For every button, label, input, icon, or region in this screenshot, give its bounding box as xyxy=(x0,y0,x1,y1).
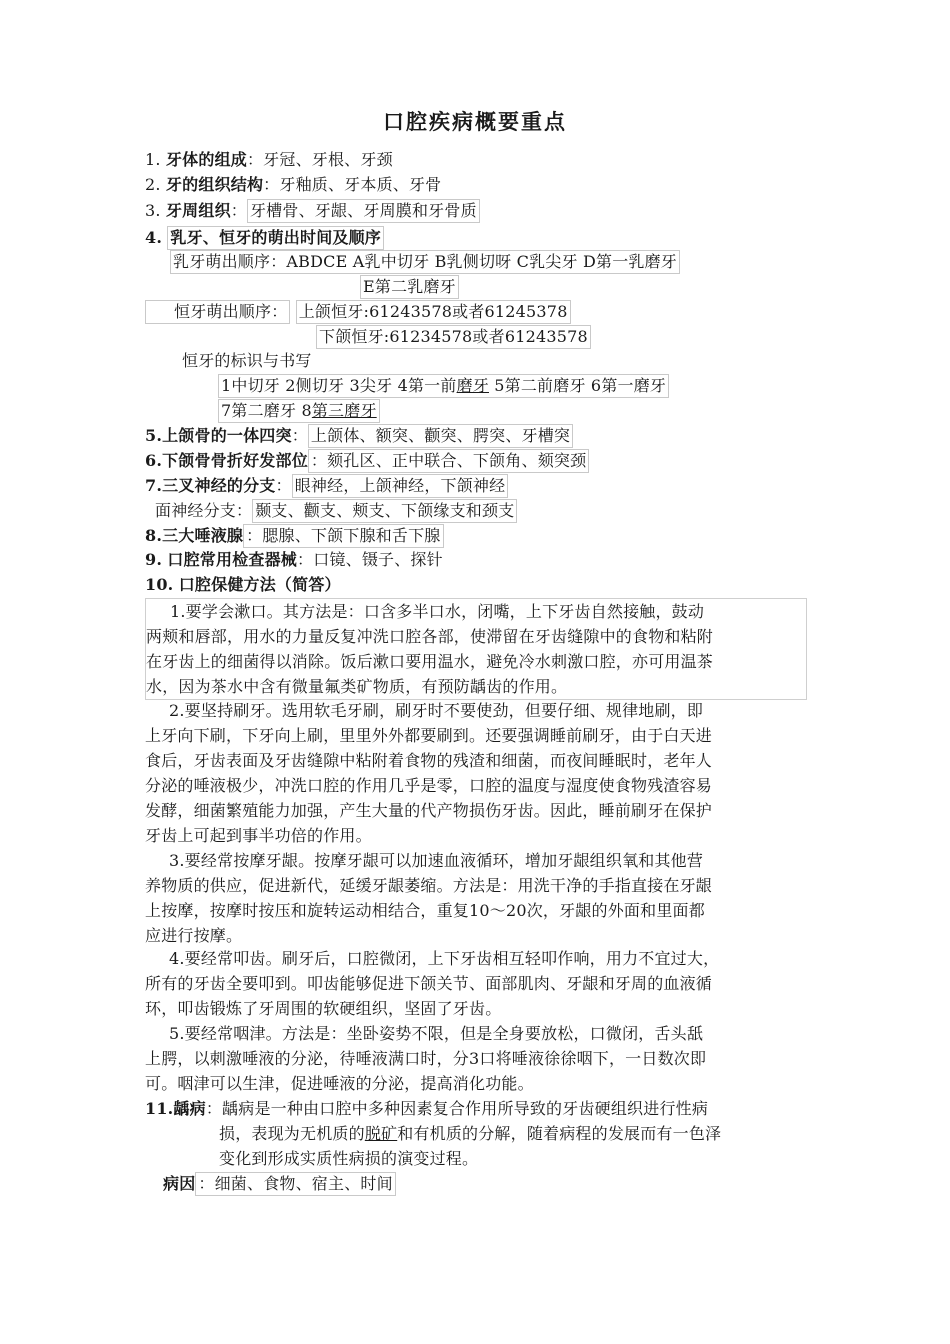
item-boxed-text: 牙槽骨、牙龈、牙周膜和牙骨质 xyxy=(247,199,480,223)
item-text: ：口镜、镊子、探针 xyxy=(297,550,443,569)
primary-eruption-line-1 xyxy=(170,250,680,273)
item-heading: 牙的组织结构 xyxy=(165,175,264,194)
paragraph-line: 发酵，细菌繁殖能力加强，产生大量的代产物损伤牙齿。因此，睡前刷牙在保护 xyxy=(145,801,713,820)
permanent-eruption-label: 恒牙萌出顺序： xyxy=(145,300,290,324)
permanent-notation-label: 恒牙的标识与书写 xyxy=(182,351,312,370)
item-3 xyxy=(145,199,480,222)
oral-care-paragraph-1 xyxy=(145,598,807,700)
item-text: ：腮腺、下颌下腺和舌下腺 xyxy=(243,524,443,548)
paragraph-line: 牙齿上可起到事半功倍的作用。 xyxy=(145,826,372,845)
primary-eruption-line-2 xyxy=(360,275,459,298)
facial-nerve-branches xyxy=(145,499,517,522)
permanent-eruption-upper-text: 上颌恒牙:61243578或者61245378 xyxy=(296,300,571,324)
item-heading: 7.三叉神经的分支 xyxy=(145,476,276,495)
causes-text: ：细菌、食物、宿主、时间 xyxy=(195,1172,395,1196)
page-title: 口腔疾病概要重点 xyxy=(383,109,567,134)
item-number: 4. xyxy=(145,228,163,247)
paragraph-line: 3.要经常按摩牙龈。按摩牙龈可以加速血液循环，增加牙龈组织氧和其他营 xyxy=(169,851,704,870)
item-heading: 6.下颌骨骨折好发部位 xyxy=(145,451,308,470)
item-text: ：牙釉质、牙本质、牙骨 xyxy=(263,175,442,194)
paragraph-line: 食后，牙齿表面及牙齿缝隙中粘附着食物的残渣和细菌，而夜间睡眠时，老年人 xyxy=(145,751,713,770)
primary-eruption-order-cont: E第二乳磨牙 xyxy=(360,275,459,299)
item-heading: 口腔常用检查器械 xyxy=(167,550,298,569)
notation-part-underlined: 第三磨牙 xyxy=(311,401,377,420)
item-heading: 牙体的组成 xyxy=(165,150,247,169)
item-boxed-text: 上颌体、额突、颧突、腭突、牙槽突 xyxy=(308,424,573,448)
item-boxed-text: 眼神经，上颌神经，下颌神经 xyxy=(292,474,509,498)
item-9 xyxy=(145,549,443,572)
primary-eruption-order: 乳牙萌出顺序：ABDCE A乳中切牙 B乳侧切呀 C乳尖牙 D第一乳磨牙 xyxy=(170,250,680,274)
paragraph-line: 在牙齿上的细菌得以消除。饭后漱口要用温水，避免冷水刺激口腔，亦可用温茶 xyxy=(146,652,714,671)
paragraph-line: 5.要经常咽津。方法是：坐卧姿势不限，但是全身要放松，口微闭，舌头舐 xyxy=(169,1024,704,1043)
item-number: 3. xyxy=(145,201,161,220)
paragraph-line: 应进行按摩。 xyxy=(145,926,243,945)
item-2 xyxy=(145,174,441,197)
caries-definition: 和有机质的分解，随着病程的发展而有一色泽 xyxy=(397,1124,722,1143)
item-heading: 11.龋病 xyxy=(145,1099,206,1118)
item-7 xyxy=(145,474,508,497)
item-number: 2. xyxy=(145,175,161,194)
oral-care-paragraph-3 xyxy=(145,848,810,948)
item-heading: 8.三大唾液腺 xyxy=(145,526,244,545)
item-text: ： xyxy=(291,426,308,445)
item-heading: 5.上颌骨的一体四突 xyxy=(145,426,292,445)
permanent-eruption-lower xyxy=(316,325,591,348)
paragraph-line: 4.要经常叩齿。刷牙后，口腔微闭，上下牙齿相互轻叩作响，用力不宜过大， xyxy=(169,949,720,968)
facial-nerve-text: 颞支、颧支、颊支、下颌缘支和颈支 xyxy=(252,499,517,523)
permanent-notation-line-1 xyxy=(218,374,669,397)
paragraph-line: 2.要坚持刷牙。选用软毛牙刷，刷牙时不要使劲，但要仔细、规律地刷，即 xyxy=(169,701,704,720)
permanent-notation-text xyxy=(218,399,380,423)
caries-definition: 变化到形成实质性病损的演变过程。 xyxy=(219,1149,479,1168)
item-text: ：牙冠、牙根、牙颈 xyxy=(246,150,393,169)
paragraph-line: 两颊和唇部，用水的力量反复冲洗口腔各部，使滞留在牙齿缝隙中的食物和粘附 xyxy=(146,627,714,646)
item-text: ： xyxy=(230,201,247,220)
paragraph-line: 可。咽津可以生津，促进唾液的分泌，提高消化功能。 xyxy=(145,1074,534,1093)
paragraph-line: 所有的牙齿全要叩到。叩齿能够促进下颌关节、面部肌肉、牙龈和牙周的血液循 xyxy=(145,974,713,993)
item-10 xyxy=(145,574,341,597)
item-heading: 口腔保健方法（简答） xyxy=(178,575,341,594)
item-11 xyxy=(145,1096,815,1171)
permanent-eruption-lower-text: 下颌恒牙:61234578或者61243578 xyxy=(316,325,591,349)
caries-definition-underlined: 脱矿 xyxy=(364,1124,398,1143)
permanent-notation-line-2 xyxy=(218,399,380,422)
item-number: 10. xyxy=(145,575,174,594)
caries-causes xyxy=(145,1172,396,1195)
item-heading: 乳牙、恒牙的萌出时间及顺序 xyxy=(167,226,384,250)
notation-part: 7第二磨牙 8 xyxy=(221,401,312,420)
oral-care-paragraph-4 xyxy=(145,946,810,1021)
item-1 xyxy=(145,149,393,172)
item-number: 1. xyxy=(145,150,161,169)
paragraph-line: 上按摩，按摩时按压和旋转运动相结合，重复10～20次，牙龈的外面和里面都 xyxy=(145,901,705,920)
caries-definition: ：龋病是一种由口腔中多种因素复合作用所导致的牙齿硬组织进行性病 xyxy=(205,1099,709,1118)
permanent-eruption-upper xyxy=(145,300,571,323)
paragraph-line: 上牙向下刷，下牙向上刷，里里外外都要刷到。还要强调睡前刷牙，由于白天进 xyxy=(145,726,713,745)
item-text: ： xyxy=(275,476,292,495)
item-text: ：颏孔区、正中联合、下颌角、颏突颈 xyxy=(308,449,589,473)
paragraph-line: 分泌的唾液极少，冲洗口腔的作用几乎是零，口腔的温度与湿度使食物残渣容易 xyxy=(145,776,713,795)
oral-care-paragraph-2 xyxy=(145,698,810,848)
paragraph-line: 水，因为茶水中含有微量氟类矿物质，有预防龋齿的作用。 xyxy=(146,677,568,696)
paragraph-line: 环，叩齿锻炼了牙周围的软硬组织，坚固了牙齿。 xyxy=(145,999,502,1018)
item-8 xyxy=(145,524,444,547)
notation-part-underlined: 磨牙 xyxy=(456,376,489,395)
oral-care-paragraph-5 xyxy=(145,1021,810,1096)
paragraph-line: 上腭，以刺激唾液的分泌，待唾液满口时，分3口将唾液徐徐咽下，一日数次即 xyxy=(145,1049,707,1068)
notation-part: 1中切牙 2侧切牙 3尖牙 4第一前 xyxy=(221,376,457,395)
facial-nerve-label: 面神经分支： xyxy=(155,501,253,520)
causes-heading: 病因 xyxy=(163,1174,196,1193)
caries-definition: 损，表现为无机质的 xyxy=(219,1124,365,1143)
item-heading: 牙周组织 xyxy=(165,201,231,220)
paragraph-line: 养物质的供应，促进新代，延缓牙龈萎缩。方法是：用洗干净的手指直接在牙龈 xyxy=(145,876,713,895)
item-6 xyxy=(145,449,589,472)
permanent-notation-text xyxy=(218,374,669,398)
item-5 xyxy=(145,424,573,447)
notation-part: 5第二前磨牙 6第一磨牙 xyxy=(488,376,667,395)
item-number: 9. xyxy=(145,550,163,569)
paragraph-line: 1.要学会漱口。其方法是：口含多半口水，闭嘴，上下牙齿自然接触，鼓动 xyxy=(170,602,705,621)
item-4 xyxy=(145,226,384,249)
